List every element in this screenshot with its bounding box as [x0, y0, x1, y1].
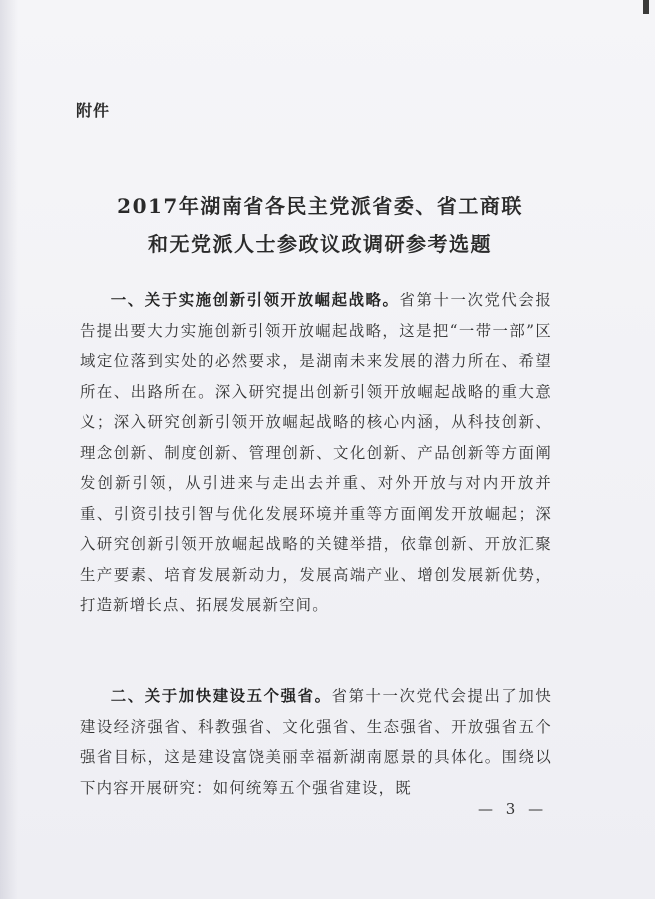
document-title-line-1: 2017年湖南省各民主党派省委、省工商联 [117, 194, 523, 218]
paragraph-1-text: 省第十一次党代会报告提出要大力实施创新引领开放崛起战略，这是把“一带一部”区域定位落到实处的必然要求，是湖南未来发展的潜力所在、希望所在、出路所在。深入研究提出创新引领开放崛起战略的重大意义；深入研究创新引领开放崛起战略的核心内涵，从科技创新、理念创新、制度创新、管理创新、文化创新、产品创新等方面阐发创新引领，从引进来与走出去并重、对外开放与对内开放并重、引资引技引智与优化发展环境并重等方面阐发开放崛起；深入研究创新引领开放崛起战略的关键举措，依靠创新、开放汇聚生产要素、培育发展新动力，发展高端产业、增创发展新优势，打造新增长点、拓展发展新空间。 [80, 291, 552, 614]
paragraph-2 [80, 681, 552, 803]
page-edge-shadow [0, 0, 18, 899]
paragraph-1-heading: 一、关于实施创新引领开放崛起战略。 [110, 291, 400, 309]
attachment-label: 附件 [76, 101, 111, 120]
paragraph-2-content [80, 681, 552, 803]
page-number: — 3 — [478, 800, 548, 818]
paragraph-1 [80, 285, 552, 621]
document-title-line-2: 和无党派人士参政议政调研参考选题 [148, 232, 492, 256]
paragraph-2-heading: 二、关于加快建设五个强省。 [110, 687, 332, 705]
paragraph-2-text: 省第十一次党代会提出了加快建设经济强省、科教强省、文化强省、生态强省、开放强省五个强省目标，这是建设富饶美丽幸福新湖南愿景的具体化。围绕以下内容开展研究：如何统筹五个强省建设，既 [80, 687, 552, 797]
staple-mark [643, 0, 649, 14]
paragraph-1-content [80, 285, 552, 621]
